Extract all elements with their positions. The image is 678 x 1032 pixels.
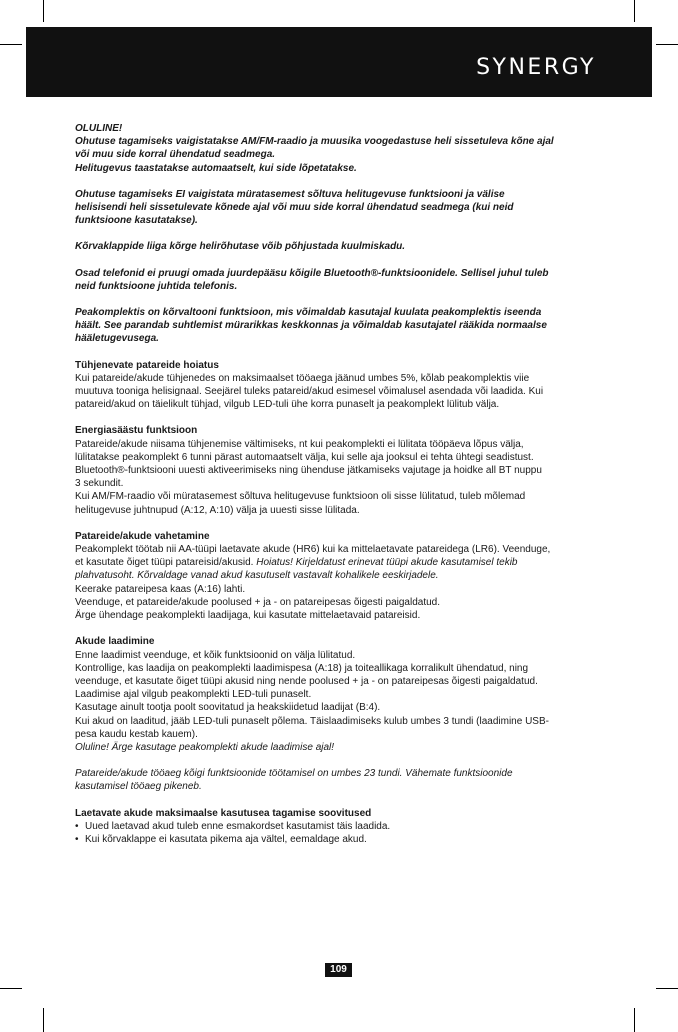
document-body <box>75 122 605 846</box>
brand-logo: SYNERGY <box>476 55 596 80</box>
warning-text: Oluline! Ärge kasutage peakomplekti akude laadimise ajal! <box>75 741 335 753</box>
list-item-text: Uued laetavad akud tuleb enne esmakordset kasutamist täis laadida. <box>85 820 391 832</box>
text-line: häält. See parandab suhtlemist mürarikkas keskkonnas ja võimaldab kasutajatel rääkida normaalse <box>75 320 547 332</box>
text-line: Kui patareide/akude tühjenedes on maksimaalset tööaega jäänud umbes 5%, kõlab peakomplektis viie <box>75 372 530 384</box>
text-line: Laadimise ajal vilgub peakomplekti LED-tuli punaselt. <box>75 689 312 701</box>
crop-mark <box>0 988 22 989</box>
text-line: lülitatakse peakomplekt 6 tunni pärast automaatselt välja, kui selle aja jooksul ei tehta ühtegi seadistust. <box>75 451 534 463</box>
section-heading: Akude laadimine <box>75 636 155 648</box>
crop-mark <box>43 1008 44 1032</box>
text-line: hääletugevusega. <box>75 333 159 345</box>
battery-change-section <box>75 530 605 622</box>
text-line: Kõrvaklappide liiga kõrge helirõhutase võib põhjustada kuulmiskadu. <box>75 241 406 253</box>
text-line: Ohutuse tagamiseks EI vaigistata müratasemest sõltuva helitugevuse funktsiooni ja välise <box>75 188 505 200</box>
section-heading: Tühjenevate patareide hoiatus <box>75 359 219 371</box>
text-line: Patareide/akude tööaeg kõigi funktsioonide töötamisel on umbes 23 tundi. Vähemate funktsioonide <box>75 768 513 780</box>
crop-mark <box>634 0 635 22</box>
crop-mark <box>0 44 22 45</box>
text-line: Kui akud on laaditud, jääb LED-tuli punaselt põlema. Täislaadimiseks kulub umbes 3 tundi (laadimine USB- <box>75 715 549 727</box>
page-number: 109 <box>325 963 352 977</box>
text-line: helisisendi heli sissetulevate kõnede ajal või muu side korral ühendatud seadmega (kui neid <box>75 202 514 214</box>
text-line: Peakomplekt töötab nii AA-tüüpi laetavate akude (HR6) kui ka mittelaetavate patareidega (LR6). Veenduge, <box>75 544 551 556</box>
text-line: funktsioone kasutatakse). <box>75 215 198 227</box>
text-line: 3 sekundit. <box>75 478 124 490</box>
text-line: muutuva tooniga helisignaal. Seejärel tuleks patareid/akud esimesel võimalusel asendada või laadida. Kui <box>75 386 544 398</box>
text-line: Kasutage ainult tootja poolt soovitatud ja heakskiidetud laadijat (B:4). <box>75 702 381 714</box>
text-line: pesa kaudu kestab kauem). <box>75 728 198 740</box>
crop-mark <box>656 988 678 989</box>
charging-section <box>75 635 605 793</box>
warning-text: Hoiatus! Kirjeldatust erinevat tüüpi akude kasutamisel tekib <box>256 557 518 569</box>
text-line <box>75 556 605 569</box>
text-line: Bluetooth®-funktsiooni uuesti aktiveerimiseks ning ühenduse jätkamiseks vajutage ja hoidke all BT nuppu <box>75 465 542 477</box>
text-line: Patareide/akude niisama tühjenemise vältimiseks, nt kui peakomplekti ei lülitata tööpäeva lõpus välja, <box>75 438 524 450</box>
text-line: Keerake patareipesa kaas (A:16) lahti. <box>75 583 246 595</box>
warning-title: OLULINE! <box>75 123 123 134</box>
text-line: patareid/akud on täielikult tühjad, vilgub LED-tuli ühe korra punaselt ja peakomplekt lülitub välja. <box>75 399 500 411</box>
warning-section <box>75 122 605 346</box>
warning-text: plahvatusoht. Kõrvaldage vanad akud kasutuselt vastavalt kohalikele eeskirjadele. <box>75 570 439 582</box>
text-line: veenduge, et kasutate õiget tüüpi akusid ning nende poolused + ja - on patareipesas õigesti paigaldatud. <box>75 675 538 687</box>
text-line: kasutamisel tööaeg pikeneb. <box>75 781 202 793</box>
list-item <box>75 833 605 846</box>
text-line: Enne laadimist veenduge, et kõik funktsioonid on välja lülitatud. <box>75 649 356 661</box>
list-item-text: Kui kõrvaklappe ei kasutata pikema aja vältel, eemaldage akud. <box>85 833 367 845</box>
text-line: Helitugevus taastatakse automaatselt, kui side lõpetatakse. <box>75 162 357 174</box>
text-line: neid funktsioone juhtida telefonis. <box>75 280 238 292</box>
text-line: Osad telefonid ei pruugi omada juurdepääsu kõigile Bluetooth®-funktsioonidele. Sellisel juhul tuleb <box>75 267 549 279</box>
section-heading: Energiasäästu funktsioon <box>75 425 198 437</box>
energy-saving-section <box>75 424 605 516</box>
header-bar <box>26 27 652 97</box>
text-line: Kontrollige, kas laadija on peakomplekti laadimispesa (A:18) ja toiteallikaga korralikult ühendatud, ning <box>75 662 529 674</box>
crop-mark <box>43 0 44 22</box>
text-span: et kasutate õiget tüüpi patareisid/akusid. <box>75 557 257 569</box>
low-battery-section <box>75 359 605 412</box>
section-heading: Patareide/akude vahetamine <box>75 530 210 542</box>
text-line: Ohutuse tagamiseks vaigistatakse AM/FM-raadio ja muusika voogedastuse heli sissetuleva kõne ajal <box>75 136 554 148</box>
text-line: või muu side korral ühendatud seadmega. <box>75 149 276 161</box>
text-line: Kui AM/FM-raadio või müratasemest sõltuva helitugevuse funktsioon oli sisse lülitatud, tuleb mõlemad <box>75 491 526 503</box>
text-line: Ärge ühendage peakomplekti laadijaga, kui kasutate mittelaetavaid patareisid. <box>75 610 421 622</box>
text-line: helitugevuse juhtnupud (A:12, A:10) välja ja uuesti sisse lülitada. <box>75 504 360 516</box>
battery-life-section <box>75 807 605 847</box>
text-line: Veenduge, et patareide/akude poolused + ja - on patareipesas õigesti paigaldatud. <box>75 596 440 608</box>
list-item <box>75 820 605 833</box>
crop-mark <box>656 44 678 45</box>
crop-mark <box>634 1008 635 1032</box>
section-heading: Laetavate akude maksimaalse kasutusea tagamise soovitused <box>75 807 372 819</box>
bullet-icon: • <box>75 820 79 832</box>
bullet-icon: • <box>75 833 79 845</box>
text-line: Peakomplektis on kõrvaltooni funktsioon, mis võimaldab kasutajal kuulata peakomplektis iseenda <box>75 307 542 319</box>
